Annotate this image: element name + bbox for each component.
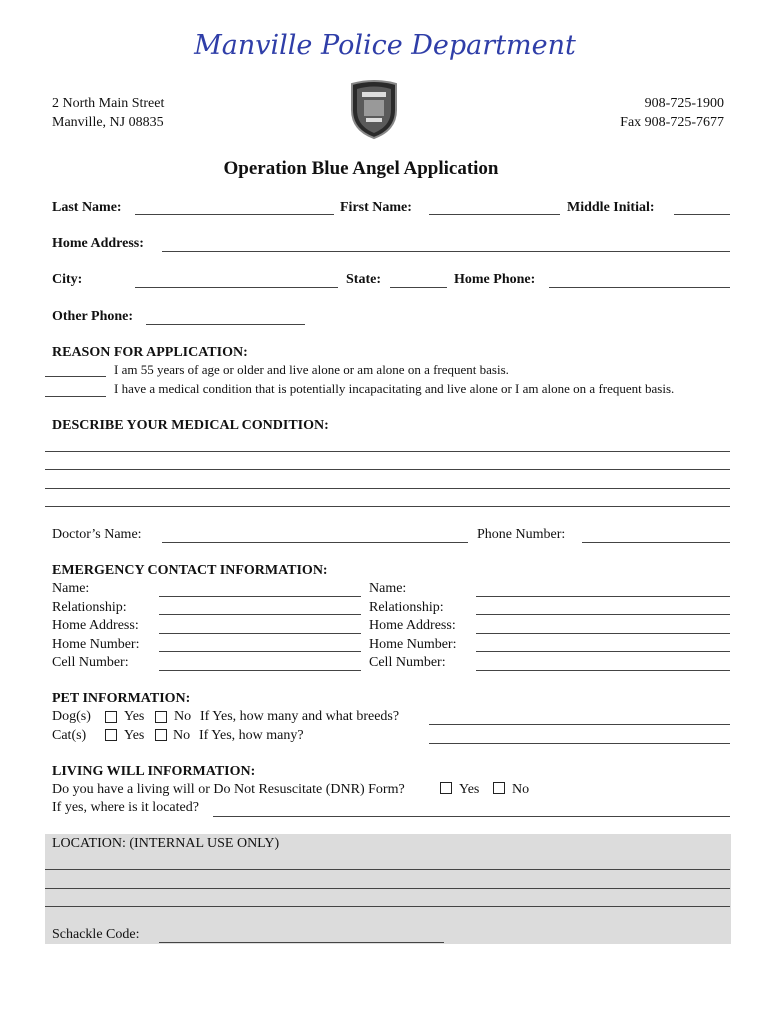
other-phone-field[interactable] — [146, 324, 305, 325]
last-name-field[interactable] — [135, 214, 334, 215]
living-will-yes-label: Yes — [459, 782, 480, 797]
contact1-relationship-field[interactable] — [159, 614, 361, 615]
department-title: Manville Police Department — [194, 30, 576, 61]
contact2-relationship-label: Relationship: — [369, 600, 444, 615]
contact1-name-field[interactable] — [159, 596, 361, 597]
living-will-yes-checkbox[interactable] — [440, 782, 452, 794]
cats-question: If Yes, how many? — [199, 728, 304, 743]
dogs-label: Dog(s) — [52, 709, 91, 724]
dogs-yes-checkbox[interactable] — [105, 711, 117, 723]
living-will-location-label: If yes, where is it located? — [52, 800, 199, 815]
schackle-code-field[interactable] — [159, 942, 444, 943]
medical-heading: DESCRIBE YOUR MEDICAL CONDITION: — [52, 418, 329, 433]
police-badge-icon — [348, 80, 400, 140]
dogs-details-field[interactable] — [429, 724, 730, 725]
contact2-relationship-field[interactable] — [476, 614, 730, 615]
address-line-1: 2 North Main Street — [52, 96, 165, 111]
contact2-home-number-label: Home Number: — [369, 637, 457, 652]
phone-number: 908-725-1900 — [644, 96, 724, 111]
doctor-name-label: Doctor’s Name: — [52, 527, 142, 542]
living-will-no-checkbox[interactable] — [493, 782, 505, 794]
schackle-code-label: Schackle Code: — [52, 927, 140, 942]
contact2-address-label: Home Address: — [369, 618, 456, 633]
contact2-name-field[interactable] — [476, 596, 730, 597]
cats-details-field[interactable] — [429, 743, 730, 744]
contact1-relationship-label: Relationship: — [52, 600, 127, 615]
living-will-location-field[interactable] — [213, 816, 730, 817]
internal-line-1[interactable] — [45, 869, 730, 870]
internal-line-3[interactable] — [45, 906, 730, 907]
contact1-cell-number-field[interactable] — [159, 670, 361, 671]
home-phone-field[interactable] — [549, 287, 730, 288]
contact2-name-label: Name: — [369, 581, 407, 596]
contact2-cell-number-label: Cell Number: — [369, 655, 446, 670]
dogs-yes-label: Yes — [124, 709, 145, 724]
first-name-label: First Name: — [340, 200, 412, 215]
cats-no-label: No — [173, 728, 191, 743]
living-will-question: Do you have a living will or Do Not Resuscitate (DNR) Form? — [52, 782, 405, 797]
address-line-2: Manville, NJ 08835 — [52, 115, 164, 130]
middle-initial-field[interactable] — [674, 214, 730, 215]
form-title: Operation Blue Angel Application — [223, 158, 499, 179]
reason-option2-text: I have a medical condition that is potentially incapacitating and live alone or I am alone on a frequent basis. — [114, 381, 675, 396]
cats-label: Cat(s) — [52, 728, 87, 743]
doctor-phone-field[interactable] — [582, 542, 730, 543]
home-address-label: Home Address: — [52, 236, 144, 251]
medical-line-4[interactable] — [45, 506, 730, 507]
contact1-name-label: Name: — [52, 581, 90, 596]
contact2-address-field[interactable] — [476, 633, 730, 634]
fax-number: Fax 908-725-7677 — [620, 115, 724, 130]
contact2-home-number-field[interactable] — [476, 651, 730, 652]
medical-line-2[interactable] — [45, 469, 730, 470]
contact1-home-number-label: Home Number: — [52, 637, 140, 652]
cats-no-checkbox[interactable] — [155, 729, 167, 741]
reason-option2-blank[interactable] — [45, 396, 106, 397]
emergency-heading: EMERGENCY CONTACT INFORMATION: — [52, 563, 328, 578]
reason-option1-blank[interactable] — [45, 376, 106, 377]
state-field[interactable] — [390, 287, 447, 288]
contact1-address-field[interactable] — [159, 633, 361, 634]
medical-line-1[interactable] — [45, 451, 730, 452]
reason-heading: REASON FOR APPLICATION: — [52, 345, 248, 360]
medical-line-3[interactable] — [45, 488, 730, 489]
doctor-name-field[interactable] — [162, 542, 468, 543]
other-phone-label: Other Phone: — [52, 309, 134, 324]
contact1-address-label: Home Address: — [52, 618, 139, 633]
city-label: City: — [52, 272, 83, 287]
living-will-heading: LIVING WILL INFORMATION: — [52, 764, 256, 779]
first-name-field[interactable] — [429, 214, 560, 215]
contact1-home-number-field[interactable] — [159, 651, 361, 652]
middle-initial-label: Middle Initial: — [567, 200, 655, 215]
cats-yes-label: Yes — [124, 728, 145, 743]
city-field[interactable] — [135, 287, 338, 288]
internal-line-2[interactable] — [45, 888, 730, 889]
contact1-cell-number-label: Cell Number: — [52, 655, 129, 670]
home-address-field[interactable] — [162, 251, 730, 252]
reason-option1-text: I am 55 years of age or older and live alone or am alone on a frequent basis. — [114, 362, 509, 377]
cats-yes-checkbox[interactable] — [105, 729, 117, 741]
dogs-no-label: No — [174, 709, 192, 724]
internal-location-label: LOCATION: (INTERNAL USE ONLY) — [52, 836, 280, 851]
dogs-no-checkbox[interactable] — [155, 711, 167, 723]
pet-heading: PET INFORMATION: — [52, 691, 191, 706]
doctor-phone-label: Phone Number: — [477, 527, 566, 542]
last-name-label: Last Name: — [52, 200, 122, 215]
contact2-cell-number-field[interactable] — [476, 670, 730, 671]
home-phone-label: Home Phone: — [454, 272, 536, 287]
dogs-question: If Yes, how many and what breeds? — [200, 709, 400, 724]
living-will-no-label: No — [512, 782, 530, 797]
state-label: State: — [346, 272, 381, 287]
